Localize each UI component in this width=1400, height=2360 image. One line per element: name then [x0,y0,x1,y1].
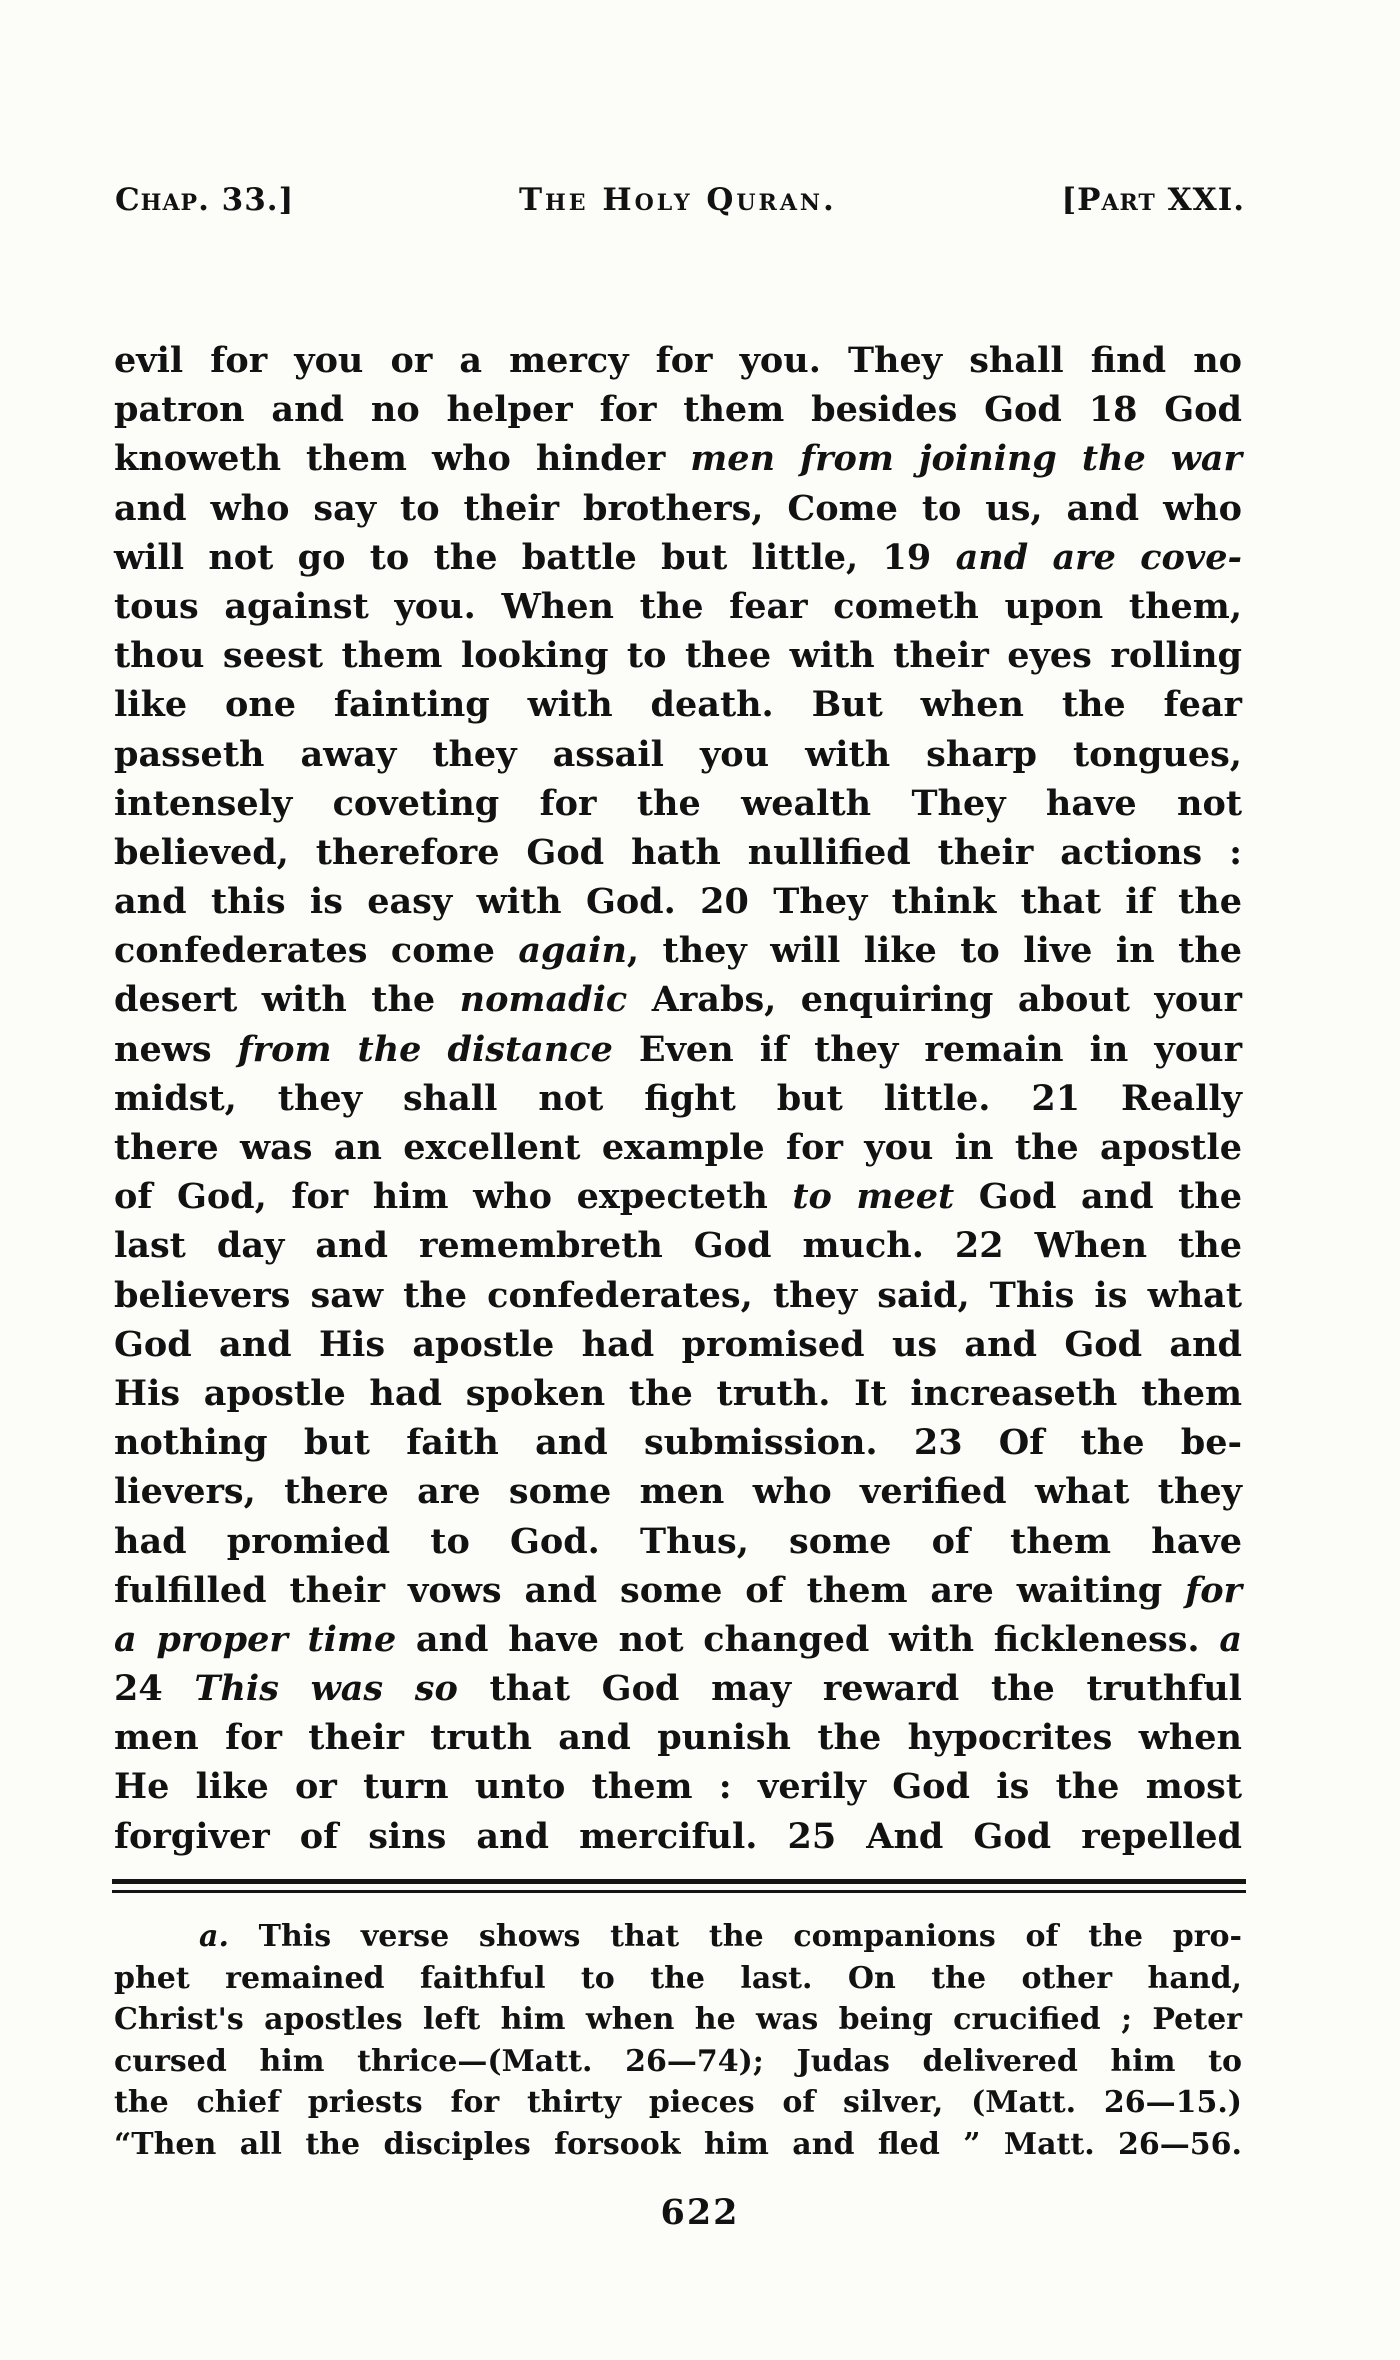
text-segment: passeth away they assail you with sharp tongues, [114,733,1242,775]
text-segment: confederates come [114,930,519,972]
text-segment: This verse shows that the companions of the pro- [228,1919,1242,1954]
footnote-block [114,1916,1242,2165]
verse-text-line [114,1713,1242,1762]
italic-text-segment: a. [199,1919,229,1954]
text-segment: evil for you or a mercy for you. They shall find no [114,340,1242,381]
italic-text-segment: a proper time [114,1618,397,1660]
verse-text-line [114,1025,1242,1074]
text-segment: God and His apostle had promised us and God and [114,1323,1242,1365]
footnote-separator-rule [112,1879,1246,1893]
text-segment: had promied to God. Thus, some of them have [114,1520,1242,1562]
part-label: [Part XXI. [1061,182,1245,218]
verse-text-line [114,828,1242,877]
text-segment: men for their truth and punish the hypocrites when [114,1717,1242,1759]
italic-text-segment: men from joining the war [690,438,1242,480]
verse-text-line [114,1074,1242,1123]
italic-text-segment: again [518,930,627,972]
text-segment: forgiver of sins and merciful. 25 And God repelled [114,1815,1242,1857]
text-segment: phet remained faithful to the last. On the other hand, [114,1960,1242,1996]
text-segment: knoweth them who hinder [114,438,691,480]
text-segment: that God may reward the truthful [457,1668,1242,1710]
text-segment: intensely coveting for the wealth They have not [114,782,1242,824]
verse-text-line [114,975,1242,1024]
chapter-label: Chap. 33.] [115,182,295,218]
text-segment: will not go to the battle but little, 19 [114,536,956,578]
italic-text-segment: and are cove- [955,536,1242,578]
text-segment: there was an excellent example for you in the apostle [114,1127,1242,1168]
book-title: The Holy Quran. [518,182,837,218]
footnote-line [114,1999,1242,2041]
verse-text-line [114,1271,1242,1320]
text-segment: Even if they remain in your [612,1028,1243,1070]
text-segment: lievers, there are some men who verified what they [114,1471,1242,1513]
text-segment: Christ's apostles left him when he was being crucified ; Peter [114,2002,1242,2037]
text-segment: He like or turn unto them : verily God is the most [114,1766,1242,1808]
text-segment: believers saw the confederates, they said, This is what [114,1274,1242,1316]
verse-text-line [114,1369,1242,1418]
text-segment: last day and remembreth God much. 22 When the [114,1225,1242,1267]
page-number: 622 [660,2192,740,2233]
italic-text-segment: a [1219,1618,1242,1660]
verse-text-line [114,926,1242,975]
verse-text-line [114,631,1242,680]
text-segment: , they will like to live in the [626,930,1242,972]
text-segment: of God, for him who expecteth [114,1176,793,1218]
italic-text-segment: nomadic [459,979,628,1021]
text-segment: patron and no helper for them besides God 18 God [114,389,1242,431]
footnote-line [114,2082,1242,2124]
running-head [115,182,1245,218]
italic-text-segment: for [1185,1569,1242,1611]
text-segment: “Then all the disciples forsook him and fled ” Matt. 26—56. [114,2126,1242,2162]
verse-text-line [114,1467,1242,1516]
verse-text-line [114,336,1242,385]
verse-text-line [114,434,1242,483]
footnote-line [114,2124,1242,2166]
verse-text-block [114,336,1242,1861]
verse-text-line [114,730,1242,779]
italic-text-segment: This was so [194,1668,458,1710]
text-segment: fulfilled their vows and some of them are waiting [114,1569,1186,1611]
italic-text-segment: from the distance [237,1028,613,1070]
text-segment: tous against you. When the fear cometh upon them, [114,585,1242,627]
text-segment: like one fainting with death. But when the fear [114,684,1242,726]
footnote-line [114,1916,1242,1958]
verse-text-line [114,484,1242,533]
verse-text-line [114,1172,1242,1221]
text-segment: Arabs, enquiring about your [627,979,1242,1021]
verse-text-line [114,385,1242,434]
verse-text-line [114,1566,1242,1615]
text-segment: desert with the [114,979,460,1021]
italic-text-segment: to meet [792,1176,955,1218]
text-segment: thou seest them looking to thee with their eyes rolling [114,635,1242,677]
text-segment: and have not changed with fickleness. [396,1618,1220,1660]
verse-text-line [114,1221,1242,1270]
verse-text-line [114,779,1242,828]
verse-text-line [114,680,1242,729]
footnote-line [114,1958,1242,2000]
text-segment: nothing but faith and submission. 23 Of the be- [114,1422,1242,1464]
text-segment: and this is easy with God. 20 They think that if the [114,881,1242,923]
text-segment: news [114,1028,238,1070]
text-segment: midst, they shall not fight but little. 21 Really [114,1077,1242,1119]
verse-text-line [114,1123,1242,1172]
verse-text-line [114,877,1242,926]
text-segment: believed, therefore God hath nullified their actions : [114,831,1242,873]
verse-text-line [114,1615,1242,1664]
verse-text-line [114,533,1242,582]
verse-text-line [114,1812,1242,1861]
verse-text-line [114,1664,1242,1713]
verse-text-line [114,582,1242,631]
verse-text-line [114,1517,1242,1566]
verse-text-line [114,1418,1242,1467]
footnote-line [114,2041,1242,2083]
verse-text-line [114,1320,1242,1369]
text-segment: 24 [114,1668,195,1710]
text-segment: His apostle had spoken the truth. It increaseth them [114,1372,1242,1414]
text-segment: the chief priests for thirty pieces of silver, (Matt. 26—15.) [114,2085,1242,2120]
verse-text-line [114,1762,1242,1811]
text-segment: and who say to their brothers, Come to us, and who [114,487,1242,529]
text-segment: God and the [954,1176,1242,1218]
text-segment: cursed him thrice—(Matt. 26—74); Judas delivered him to [114,2043,1242,2079]
